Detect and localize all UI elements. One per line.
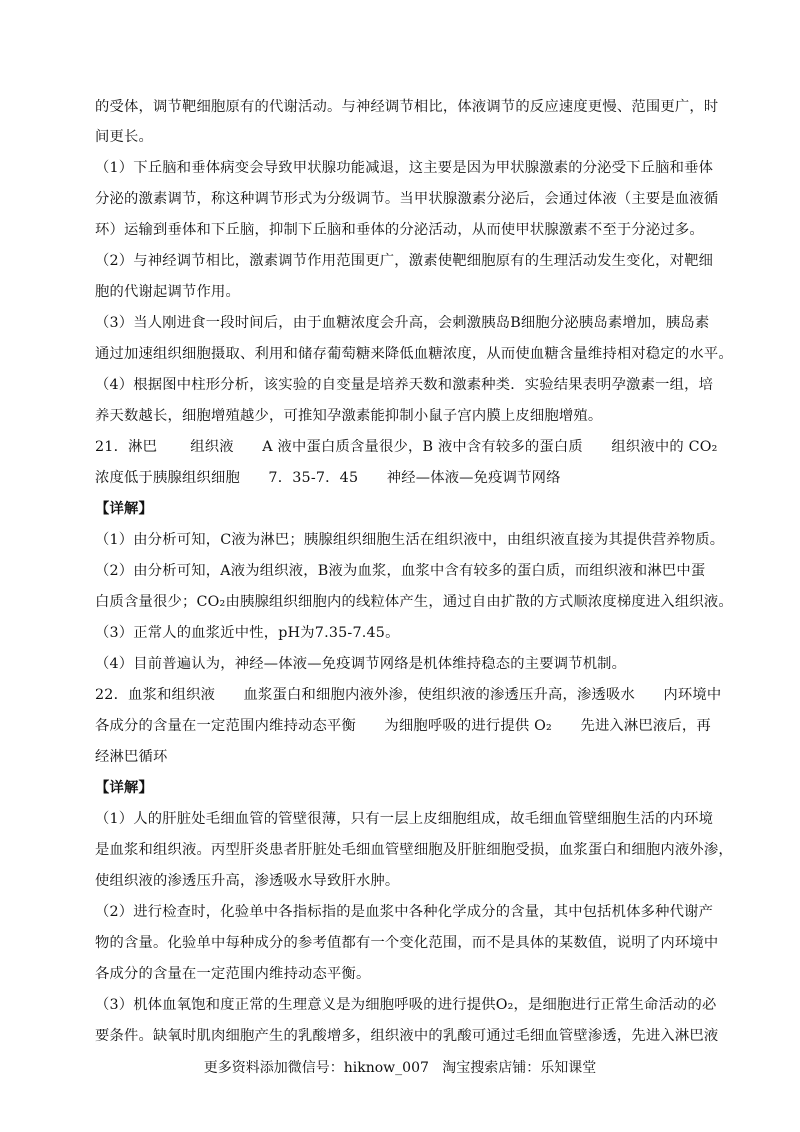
text-line: （1）人的肝脏处毛细血管的管壁很薄，只有一层上皮细胞组成，故毛细血管壁细胞生活的内环境	[95, 811, 714, 827]
text-line: 使组织液的渗透压升高，渗透吸水导致肝水肿。	[95, 873, 400, 889]
text-line: 各成分的含量在一定范围内维持动态平衡。	[95, 966, 371, 982]
text-line: （2）进行检查时，化验单中各指标指的是血浆中各种化学成分的含量，其中包括机体多种代谢产	[95, 904, 714, 920]
text-line: 各成分的含量在一定范围内维持动态平衡 为细胞呼吸的进行提供 O₂ 先进入淋巴液后，再	[95, 718, 711, 734]
section-heading-detail: 【详解】	[95, 501, 153, 517]
answer-22: 22．血浆和组织液 血浆蛋白和细胞内液外渗，使组织液的渗透压升高，渗透吸水 内环境中	[95, 687, 722, 703]
text-line: （1）由分析可知，C液为淋巴；胰腺组织细胞生活在组织液中，由组织液直接为其提供营养物质。	[95, 532, 725, 548]
text-line: 浓度低于胰腺组织细胞 7．35-7．45 神经—体液—免疫调节网络	[95, 470, 561, 486]
answer-21: 21．淋巴 组织液 A 液中蛋白质含量很少，B 液中含有较多的蛋白质 组织液中的 CO₂	[95, 439, 718, 455]
text-line: 分泌的激素调节，称这种调节形式为分级调节。当甲状腺激素分泌后，会通过体液（主要是血液循	[95, 191, 719, 207]
text-line: （4）根据图中柱形分析，该实验的自变量是培养天数和激素种类．实验结果表明孕激素一组，培	[95, 377, 714, 393]
text-line: 胞的代谢起调节作用。	[95, 284, 240, 300]
text-line: （2）由分析可知，A液为组织液，B液为血浆，血浆中含有较多的蛋白质，而组织液和淋巴中蛋	[95, 563, 706, 579]
text-line: （3）机体血氧饱和度正常的生理意义是为细胞呼吸的进行提供O₂，是细胞进行正常生命活动的必	[95, 997, 717, 1013]
text-line: 间更长。	[95, 129, 153, 145]
text-line: （3）当人刚进食一段时间后，由于血糖浓度会升高，会刺激胰岛B细胞分泌胰岛素增加，胰岛素	[95, 315, 710, 331]
text-line: （2）与神经调节相比，激素调节作用范围更广，激素使靶细胞原有的生理活动发生变化，对靶细	[95, 253, 714, 269]
text-line: 环）运输到垂体和下丘脑，抑制下丘脑和垂体的分泌活动，从而使甲状腺激素不至于分泌过多。	[95, 222, 704, 238]
text-line: 白质含量很少；CO₂由胰腺组织细胞内的线粒体产生，通过自由扩散的方式顺浓度梯度进入组织液。	[95, 594, 733, 610]
text-line: 要条件。缺氧时肌肉细胞产生的乳酸增多，组织液中的乳酸可通过毛细血管壁渗透，先进入淋巴液	[95, 1028, 719, 1044]
text-line: 经淋巴循环	[95, 749, 168, 765]
text-line: 是血浆和组织液。丙型肝炎患者肝脏处毛细血管壁细胞及肝脏细胞受损，血浆蛋白和细胞内液外渗，	[95, 842, 733, 858]
page-footer: 更多资料添加微信号：hiknow_007 淘宝搜索店铺：乐知课堂	[203, 1060, 597, 1076]
text-line: （3）正常人的血浆近中性，pH为7.35-7.45。	[95, 625, 400, 641]
text-line: 养天数越长，细胞增殖越少，可推知孕激素能抑制小鼠子宫内膜上皮细胞增殖。	[95, 408, 603, 424]
text-line: （4）目前普遍认为，神经—体液—免疫调节网络是机体维持稳态的主要调节机制。	[95, 656, 627, 672]
section-heading-detail: 【详解】	[95, 780, 153, 796]
text-line: （1）下丘脑和垂体病变会导致甲状腺功能减退，这主要是因为甲状腺激素的分泌受下丘脑和垂体	[95, 160, 714, 176]
text-line: 物的含量。化验单中每种成分的参考值都有一个变化范围，而不是具体的某数值，说明了内环境中	[95, 935, 719, 951]
text-line: 通过加速组织细胞摄取、利用和储存葡萄糖来降低血糖浓度，从而使血糖含量维持相对稳定的水平。	[95, 346, 733, 362]
text-line: 的受体，调节靶细胞原有的代谢活动。与神经调节相比，体液调节的反应速度更慢、范围更广，时	[95, 99, 719, 115]
